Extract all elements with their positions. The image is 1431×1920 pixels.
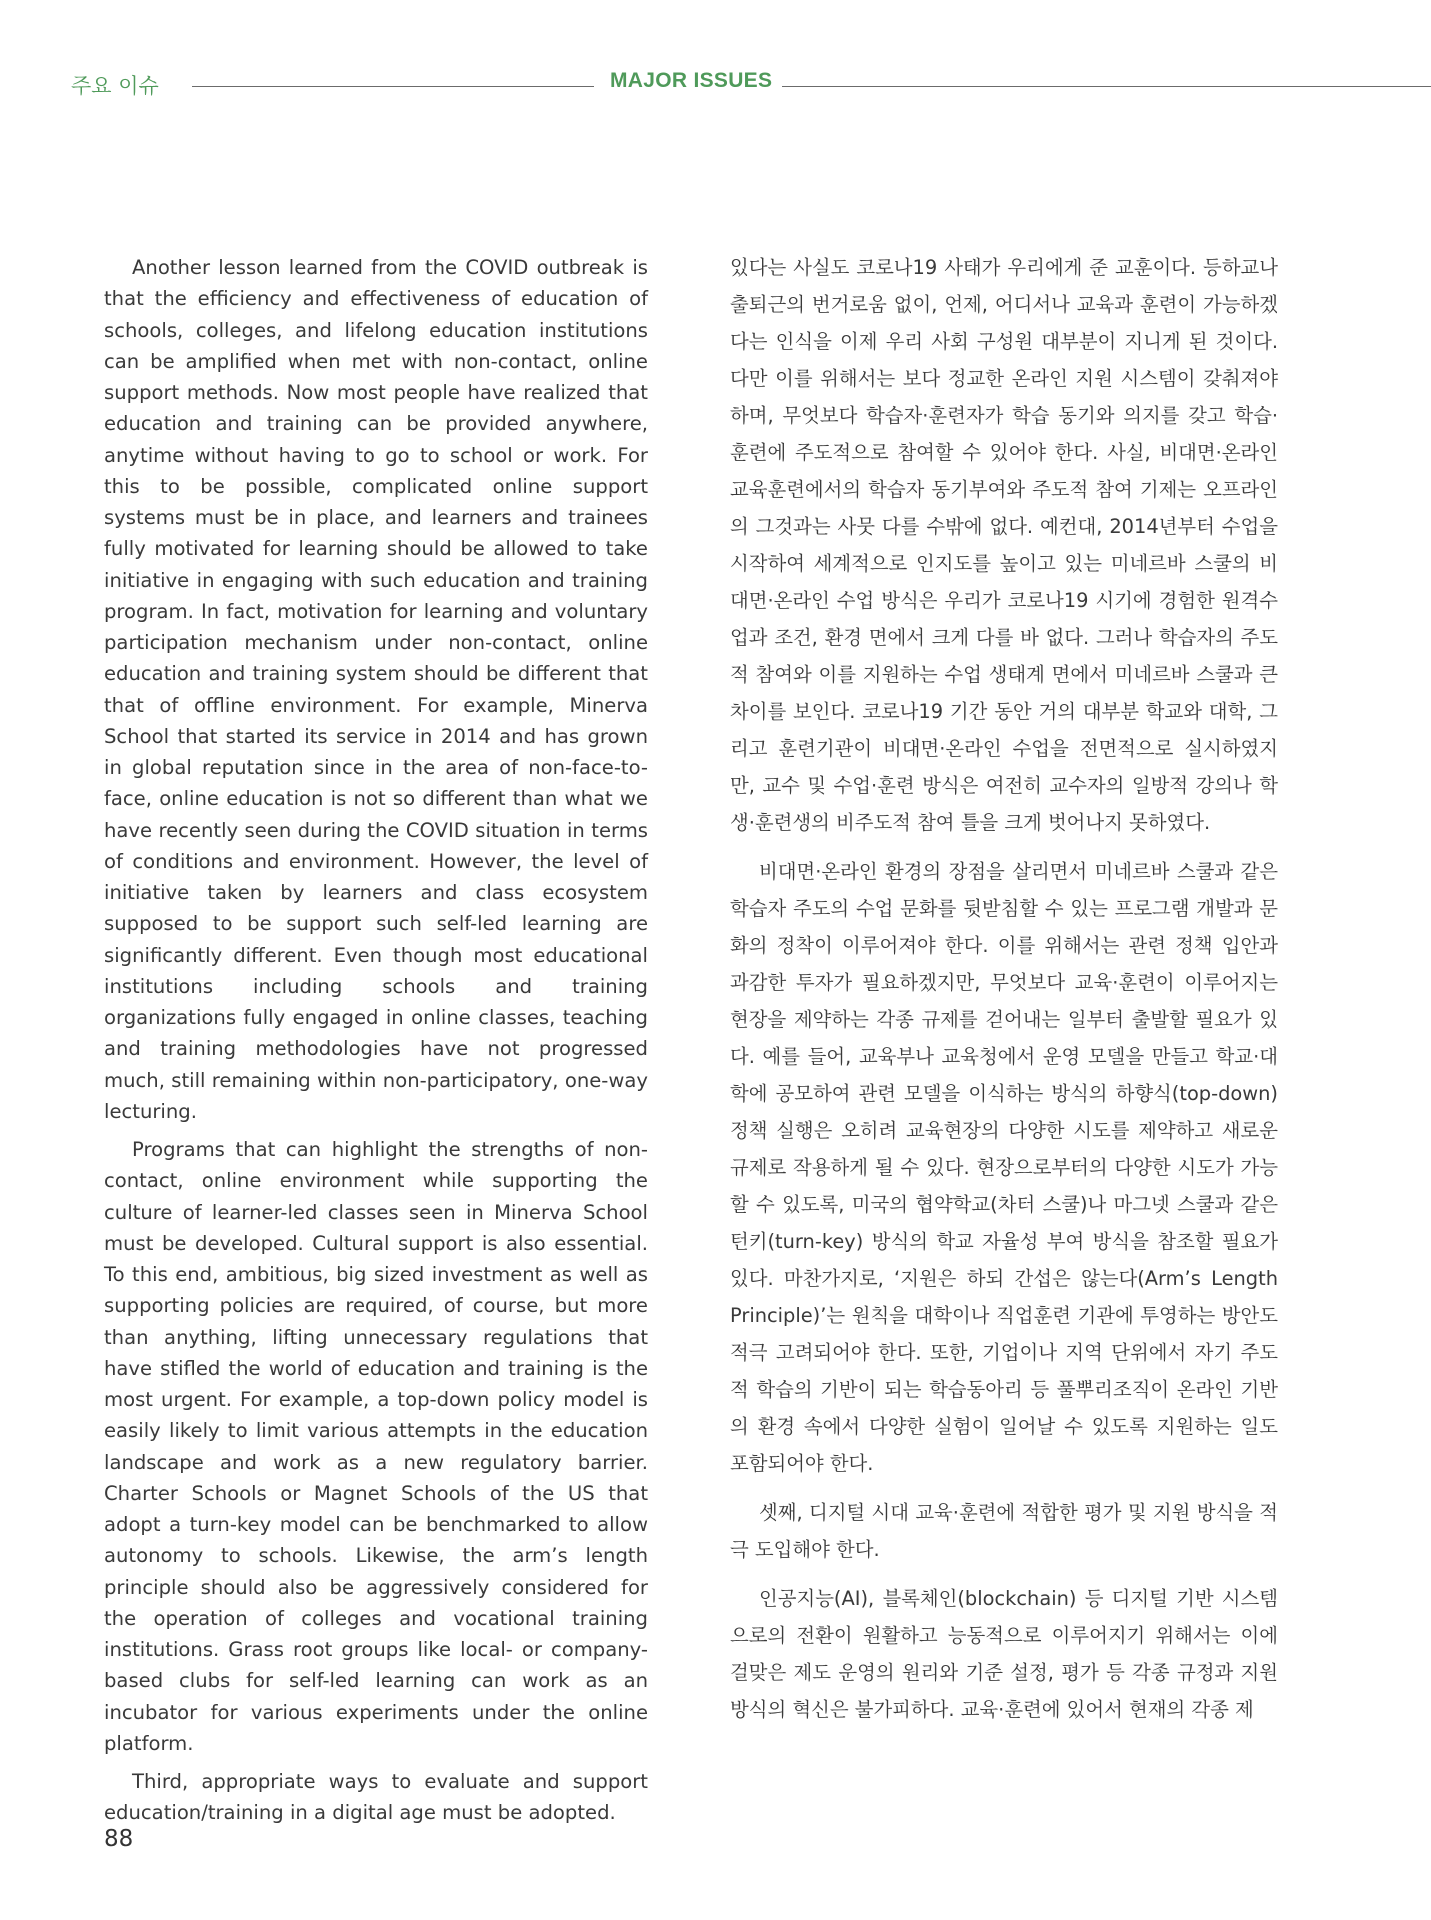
english-column [104, 252, 648, 1836]
korean-column [730, 249, 1278, 1740]
page-number: 88 [104, 1826, 134, 1852]
section-label-english: MAJOR ISSUES [610, 69, 773, 92]
english-paragraph-2: Programs that can highlight the strengths of non-contact, online environment while supporting the culture of learner-led classes seen in Minerva School must be developed. Cultural support is also essential. To this end, ambitious, big sized investment as well as supporting policies are required, of course, but more than anything, lifting unnecessary regulations that have stifled the world of education and training is the most urgent. For example, a top-down policy model is easily likely to limit various attempts in the education landscape and work as a new regulatory barrier. Charter Schools or Magnet Schools of the US that adopt a turn-key model can be benchmarked to allow autonomy to schools. Likewise, the arm’s length principle should also be aggressively considered for the operation of colleges and vocational training institutions. Grass root groups like local- or company-based clubs for self-led learning can work as an incubator for various experiments under the online platform. [104, 1138, 648, 1755]
korean-paragraph-3: 셋째, 디지털 시대 교육·훈련에 적합한 평가 및 지원 방식을 적극 도입해야 한다. [730, 1501, 1278, 1561]
english-paragraph-1: Another lesson learned from the COVID outbreak is that the efficiency and effectiveness of education of schools, colleges, and lifelong education institutions can be amplified when met with non-contact, online support methods. Now most people have realized that education and training can be provided anywhere, anytime without having to go to school or work. For this to be possible, complicated online support systems must be in place, and learners and trainees fully motivated for learning should be allowed to take initiative in engaging with such education and training program. In fact, motivation for learning and voluntary participation mechanism under non-contact, online education and training system should be different that that of offline environment. For example, Minerva School that started its service in 2014 and has grown in global reputation since in the area of non-face-to-face, online education is not so different than what we have recently seen during the COVID situation in terms of conditions and environment. However, the level of initiative taken by learners and class ecosystem supposed to be support such self-led learning are significantly different. Even though most educational institutions including schools and training organizations fully engaged in online classes, teaching and training methodologies have not progressed much, still remaining within non-participatory, one-way lecturing. [104, 256, 648, 1123]
korean-paragraph-2: 비대면·온라인 환경의 장점을 살리면서 미네르바 스쿨과 같은 학습자 주도의 수업 문화를 뒷받침할 수 있는 프로그램 개발과 문화의 정착이 이루어져야 한다. 이를 위해서는 관련 정책 입안과 과감한 투자가 필요하겠지만, 무엇보다 교육·훈련이 이루어지는 현장을 제약하는 각종 규제를 걷어내는 일부터 출발할 필요가 있다. 예를 들어, 교육부나 교육청에서 운영 모델을 만들고 학교·대학에 공모하여 관련 모델을 이식하는 방식의 하향식(top-down) 정책 실행은 오히려 교육현장의 다양한 시도를 제약하고 새로운 규제로 작용하게 될 수 있다. 현장으로부터의 다양한 시도가 가능할 수 있도록, 미국의 협약학교(차터 스쿨)나 마그넷 스쿨과 같은 턴키(turn-key) 방식의 학교 자율성 부여 방식을 참조할 필요가 있다. 마찬가지로, ‘지원은 하되 간섭은 않는다(Arm’s Length Principle)’는 원칙을 대학이나 직업훈련 기관에 투영하는 방안도 적극 고려되어야 한다. 또한, 기업이나 지역 단위에서 자기 주도적 학습의 기반이 되는 학습동아리 등 풀뿌리조직이 온라인 기반의 환경 속에서 다양한 실험이 일어날 수 있도록 지원하는 일도 포함되어야 한다. [730, 860, 1278, 1475]
english-paragraph-3: Third, appropriate ways to evaluate and support education/training in a digital age must be adopted. [104, 1770, 648, 1825]
korean-paragraph-1: 있다는 사실도 코로나19 사태가 우리에게 준 교훈이다. 등하교나 출퇴근의 번거로움 없이, 언제, 어디서나 교육과 훈련이 가능하겠다는 인식을 이제 우리 사회 구성원 대부분이 지니게 된 것이다. 다만 이를 위해서는 보다 정교한 온라인 지원 시스템이 갖춰져야 하며, 무엇보다 학습자·훈련자가 학습 동기와 의지를 갖고 학습·훈련에 주도적으로 참여할 수 있어야 한다. 사실, 비대면·온라인 교육훈련에서의 학습자 동기부여와 주도적 참여 기제는 오프라인의 그것과는 사뭇 다를 수밖에 없다. 예컨대, 2014년부터 수업을 시작하여 세계적으로 인지도를 높이고 있는 미네르바 스쿨의 비대면·온라인 수업 방식은 우리가 코로나19 시기에 경험한 원격수업과 조건, 환경 면에서 크게 다를 바 없다. 그러나 학습자의 주도적 참여와 이를 지원하는 수업 생태계 면에서 미네르바 스쿨과 큰 차이를 보인다. 코로나19 기간 동안 거의 대부분 학교와 대학, 그리고 훈련기관이 비대면·온라인 수업을 전면적으로 실시하였지만, 교수 및 수업·훈련 방식은 여전히 교수자의 일방적 강의나 학생·훈련생의 비주도적 참여 틀을 크게 벗어나지 못하였다. [730, 256, 1278, 834]
header-rule-right [782, 86, 1431, 87]
section-label-korean: 주요 이슈 [71, 74, 159, 98]
header-rule-left [192, 86, 594, 87]
running-header [0, 70, 1431, 104]
korean-paragraph-4: 인공지능(AI), 블록체인(blockchain) 등 디지털 기반 시스템으로의 전환이 원활하고 능동적으로 이루어지기 위해서는 이에 걸맞은 제도 운영의 원리와 기준 설정, 평가 등 각종 규정과 지원 방식의 혁신은 불가피하다. 교육·훈련에 있어서 현재의 각종 제 [730, 1587, 1278, 1721]
